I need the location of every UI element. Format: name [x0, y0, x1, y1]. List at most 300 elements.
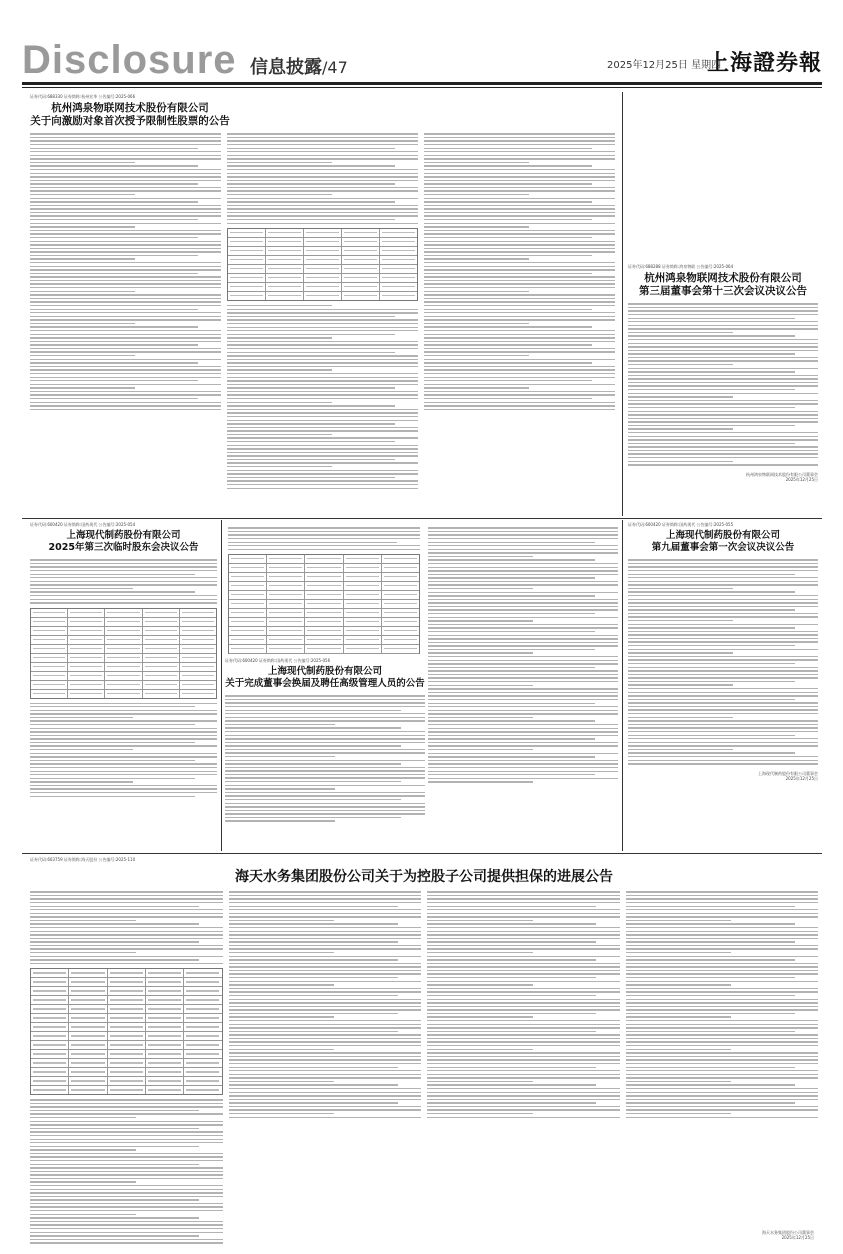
text-line: [628, 713, 818, 714]
text-line: [628, 681, 795, 682]
text-line: [30, 1149, 136, 1150]
text-line: [628, 396, 733, 397]
text-line: [626, 1049, 732, 1050]
text-line: [227, 477, 395, 478]
text-line: [225, 713, 425, 714]
text-line: [428, 635, 618, 636]
text-line: [30, 724, 195, 725]
text-line: [30, 280, 221, 281]
text-line: [626, 931, 819, 932]
text-line: [428, 581, 618, 582]
text-line: [626, 1113, 732, 1114]
text-line: [30, 384, 221, 385]
text-line: [427, 973, 620, 974]
text-line: [30, 355, 135, 356]
text-line: [424, 316, 615, 317]
text-line: [424, 212, 615, 213]
text-line: [628, 638, 818, 639]
text-line: [30, 409, 221, 410]
text-line: [30, 298, 221, 299]
text-line: [30, 276, 221, 277]
text-line: [30, 1210, 223, 1211]
text-line: [30, 742, 195, 743]
text-line: [229, 1092, 422, 1093]
text-line: [227, 445, 418, 446]
text-line: [626, 984, 732, 985]
text-line: [227, 341, 418, 342]
text-line: [229, 1034, 422, 1035]
text-line: [626, 1034, 819, 1035]
text-line: [427, 1106, 620, 1107]
text-line: [228, 545, 420, 546]
text-line: [30, 319, 221, 320]
text-line: [30, 1106, 223, 1107]
text-line: [30, 584, 217, 585]
text-line: [427, 1077, 620, 1078]
text-line: [628, 450, 818, 451]
text-line: [229, 1088, 422, 1089]
text-line: [225, 777, 425, 778]
text-line: [626, 991, 819, 992]
text-line: [628, 439, 818, 440]
text-line: [626, 1059, 819, 1060]
text-line: [227, 219, 395, 220]
text-line: [626, 959, 795, 960]
text-line: [229, 977, 398, 978]
text-line: [427, 891, 620, 892]
text-line: [30, 373, 221, 374]
text-line: [30, 394, 221, 395]
text-line: [424, 205, 615, 206]
text-line: [428, 584, 618, 585]
text-line: [428, 638, 618, 639]
text-line: [428, 642, 618, 643]
text-line: [227, 176, 418, 177]
text-line: [427, 959, 596, 960]
text-line: [30, 366, 221, 367]
text-line: [626, 1016, 732, 1017]
text-line: [229, 941, 398, 942]
text-line: [227, 212, 418, 213]
text-line: [428, 674, 618, 675]
text-line: [30, 1199, 199, 1200]
text-line: [30, 165, 198, 166]
text-line: [427, 927, 620, 928]
text-line: [626, 1081, 732, 1082]
text-line: [424, 351, 615, 352]
text-line: [227, 441, 395, 442]
text-line: [626, 913, 819, 914]
text-line: [30, 241, 221, 242]
text-line: [225, 817, 401, 818]
text-line: [628, 702, 818, 703]
text-line: [229, 991, 422, 992]
text-line: [30, 215, 221, 216]
text-line: [229, 956, 422, 957]
text-line: [626, 1117, 819, 1118]
text-line: [30, 588, 133, 589]
text-line: [30, 351, 221, 352]
text-line: [229, 1113, 335, 1114]
text-line: [227, 462, 418, 463]
text-line: [428, 627, 618, 628]
text-line: [30, 387, 135, 388]
text-line: [424, 398, 592, 399]
article-meta: 证券代码:603759 证券简称:海天股份 公告编号:2025-110: [30, 857, 136, 862]
text-line: [626, 1038, 819, 1039]
text-line: [30, 244, 221, 245]
text-line: [30, 1142, 223, 1143]
text-line: [628, 613, 818, 614]
text-line: [229, 1024, 422, 1025]
text-line: [229, 1084, 398, 1085]
text-line: [626, 970, 819, 971]
text-line: [424, 369, 615, 370]
text-line: [225, 813, 425, 814]
text-line: [227, 140, 418, 141]
text-line: [628, 609, 795, 610]
text-line: [428, 567, 618, 568]
text-line: [225, 720, 425, 721]
text-line: [424, 215, 615, 216]
text-line: [225, 767, 425, 768]
text-line: [628, 581, 818, 582]
text-line: [628, 332, 733, 333]
text-line: [229, 938, 422, 939]
text-line: [428, 538, 618, 539]
text-line: [30, 916, 223, 917]
text-line: [229, 898, 422, 899]
text-line: [30, 559, 217, 560]
text-line: [428, 556, 533, 557]
text-line: [428, 552, 618, 553]
text-line: [628, 749, 733, 750]
text-line: [228, 531, 420, 532]
text-line: [229, 1027, 422, 1028]
text-line: [30, 1139, 223, 1140]
text-line: [428, 563, 618, 564]
section-title: [250, 53, 348, 79]
text-line: [424, 248, 615, 249]
text-line: [428, 549, 618, 550]
text-line: [424, 241, 615, 242]
text-line: [227, 305, 332, 306]
text-line: [427, 1059, 620, 1060]
text-line: [428, 706, 618, 707]
text-line: [628, 310, 818, 311]
text-line: [227, 480, 418, 481]
text-line: [427, 906, 596, 907]
article-meta: 证券代码:600420 证券简称:国药现代 公告编号:2025-056: [225, 658, 331, 663]
text-line: [626, 1045, 819, 1046]
text-line: [30, 895, 223, 896]
text-line: [626, 934, 819, 935]
column-divider-mid-1: [221, 520, 222, 851]
text-line: [30, 223, 221, 224]
text-line: [428, 720, 595, 721]
text-line: [229, 927, 422, 928]
text-line: [30, 369, 221, 370]
text-line: [424, 348, 615, 349]
article-meta: 证券代码:600420 证券简称:国药现代 公告编号:2025-055: [628, 522, 734, 527]
text-line: [30, 1239, 223, 1240]
text-line: [30, 226, 135, 227]
text-line: [427, 1041, 620, 1042]
text-line: [427, 999, 620, 1000]
text-line: [30, 155, 221, 156]
text-line: [424, 344, 592, 345]
text-line: [428, 534, 618, 535]
text-line: [424, 394, 615, 395]
text-line: [428, 760, 618, 761]
text-line: [229, 1016, 335, 1017]
text-line: [428, 781, 533, 782]
text-line: [30, 570, 217, 571]
text-line: [424, 169, 615, 170]
text-line: [229, 984, 335, 985]
text-line: [30, 1164, 199, 1165]
text-line: [229, 1045, 422, 1046]
text-line: [628, 709, 818, 710]
text-line: [628, 742, 818, 743]
text-line: [30, 781, 133, 782]
text-line: [30, 230, 221, 231]
column-divider-top: [622, 92, 623, 516]
text-line: [30, 341, 221, 342]
text-line: [424, 366, 615, 367]
text-line: [427, 1045, 620, 1046]
text-line: [424, 359, 615, 360]
text-line: [225, 806, 425, 807]
text-line: [225, 752, 425, 753]
text-line: [30, 1185, 223, 1186]
text-line: [628, 350, 818, 351]
text-line: [229, 1106, 422, 1107]
text-line: [30, 348, 221, 349]
text-line: [228, 549, 420, 550]
article-body: [225, 693, 425, 824]
text-line: [227, 430, 418, 431]
text-line: [428, 742, 618, 743]
text-line: [626, 927, 819, 928]
text-line: [424, 140, 615, 141]
text-line: [626, 1031, 795, 1032]
text-line: [427, 1099, 620, 1100]
text-line: [227, 470, 418, 471]
text-line: [424, 373, 615, 374]
text-line: [30, 233, 221, 234]
text-line: [30, 1156, 223, 1157]
text-line: [30, 198, 221, 199]
text-line: [227, 384, 418, 385]
text-line: [30, 251, 221, 252]
text-line: [225, 795, 425, 796]
page-number: /47: [322, 58, 348, 77]
text-line: [30, 344, 198, 345]
text-line: [30, 248, 221, 249]
text-line: [427, 981, 620, 982]
text-line: [428, 592, 618, 593]
text-line: [628, 559, 818, 560]
text-line: [628, 677, 818, 678]
text-line: [628, 382, 818, 383]
text-line: [30, 283, 221, 284]
text-line: [229, 920, 335, 921]
text-line: [424, 402, 615, 403]
text-line: [424, 326, 592, 327]
text-line: [30, 1135, 223, 1136]
text-line: [227, 312, 418, 313]
text-line: [30, 1217, 199, 1218]
text-line: [424, 330, 615, 331]
text-line: [428, 771, 618, 772]
text-line: [229, 1038, 422, 1039]
article-meta: 证券代码:688288 证券简称:鸿泉物联 公告编号:2025-064: [628, 264, 734, 269]
text-line: [30, 731, 217, 732]
text-line: [628, 752, 795, 753]
text-line: [626, 995, 795, 996]
text-line: [428, 649, 595, 650]
text-line: [626, 973, 819, 974]
text-line: [628, 717, 733, 718]
text-line: [225, 724, 335, 725]
text-line: [626, 1102, 795, 1103]
text-line: [30, 591, 195, 592]
text-line: [628, 602, 818, 603]
text-line: [30, 1232, 223, 1233]
text-line: [227, 437, 418, 438]
text-line: [30, 774, 217, 775]
text-line: [626, 1020, 819, 1021]
text-line: [424, 162, 529, 163]
text-line: [628, 720, 818, 721]
text-line: [30, 1099, 223, 1100]
text-line: [424, 334, 615, 335]
text-line: [225, 799, 401, 800]
text-line: [225, 810, 425, 811]
text-line: [628, 321, 818, 322]
text-line: [225, 792, 425, 793]
text-line: [30, 1131, 223, 1132]
text-line: [427, 916, 620, 917]
text-line: [626, 966, 819, 967]
text-line: [628, 588, 733, 589]
text-line: [427, 1070, 620, 1071]
text-line: [30, 162, 135, 163]
text-line: [628, 641, 818, 642]
text-line: [30, 763, 217, 764]
text-line: [428, 660, 618, 661]
text-line: [424, 244, 615, 245]
text-line: [628, 584, 818, 585]
text-line: [424, 133, 615, 134]
text-line: [628, 731, 818, 732]
text-line: [424, 341, 615, 342]
text-line: [427, 909, 620, 910]
text-line: [626, 895, 819, 896]
text-line: [30, 785, 217, 786]
text-line: [427, 945, 620, 946]
text-line: [628, 595, 818, 596]
text-line: [30, 255, 198, 256]
text-line: [229, 895, 422, 896]
text-line: [30, 1160, 223, 1161]
text-line: [30, 337, 221, 338]
text-line: [227, 137, 418, 138]
text-line: [228, 538, 420, 539]
text-line: [227, 448, 418, 449]
text-line: [30, 1117, 136, 1118]
text-line: [229, 923, 398, 924]
text-line: [227, 405, 395, 406]
text-line: [227, 183, 395, 184]
text-line: [227, 409, 418, 410]
text-line: [428, 613, 595, 614]
text-line: [227, 455, 418, 456]
text-line: [428, 738, 595, 739]
text-line: [30, 301, 221, 302]
text-line: [229, 1067, 398, 1068]
text-line: [424, 137, 615, 138]
text-line: [30, 767, 217, 768]
text-line: [227, 151, 418, 152]
text-line: [229, 916, 422, 917]
text-line: [427, 1049, 533, 1050]
text-line: [30, 931, 223, 932]
text-line: [30, 577, 217, 578]
text-line: [225, 731, 425, 732]
text-line: [626, 1092, 819, 1093]
text-line: [30, 273, 198, 274]
text-line: [626, 1099, 819, 1100]
text-line: [30, 1192, 223, 1193]
text-line: [30, 574, 195, 575]
text-line: [628, 606, 818, 607]
text-line: [424, 312, 615, 313]
text-line: [30, 262, 221, 263]
text-line: [424, 226, 529, 227]
text-line: [628, 428, 733, 429]
text-line: [30, 144, 221, 145]
text-line: [30, 269, 221, 270]
text-line: [628, 577, 818, 578]
text-line: [628, 314, 818, 315]
text-line: [428, 685, 533, 686]
data-table: [30, 608, 217, 699]
text-line: [227, 380, 418, 381]
text-line: [427, 995, 596, 996]
text-line: [30, 208, 221, 209]
text-line: [626, 898, 819, 899]
text-line: [30, 169, 221, 170]
text-line: [227, 387, 395, 388]
text-line: [229, 913, 422, 914]
text-line: [227, 327, 418, 328]
text-line: [227, 180, 418, 181]
text-line: [428, 728, 618, 729]
text-line: [229, 963, 422, 964]
text-line: [229, 1041, 422, 1042]
text-line: [427, 895, 620, 896]
article-haitian-guarantee: [30, 857, 818, 1244]
text-line: [428, 692, 618, 693]
text-line: [225, 742, 425, 743]
text-line: [30, 187, 221, 188]
text-line: [227, 148, 395, 149]
text-line: [628, 570, 818, 571]
text-line: [229, 934, 422, 935]
text-line: [427, 1117, 620, 1118]
